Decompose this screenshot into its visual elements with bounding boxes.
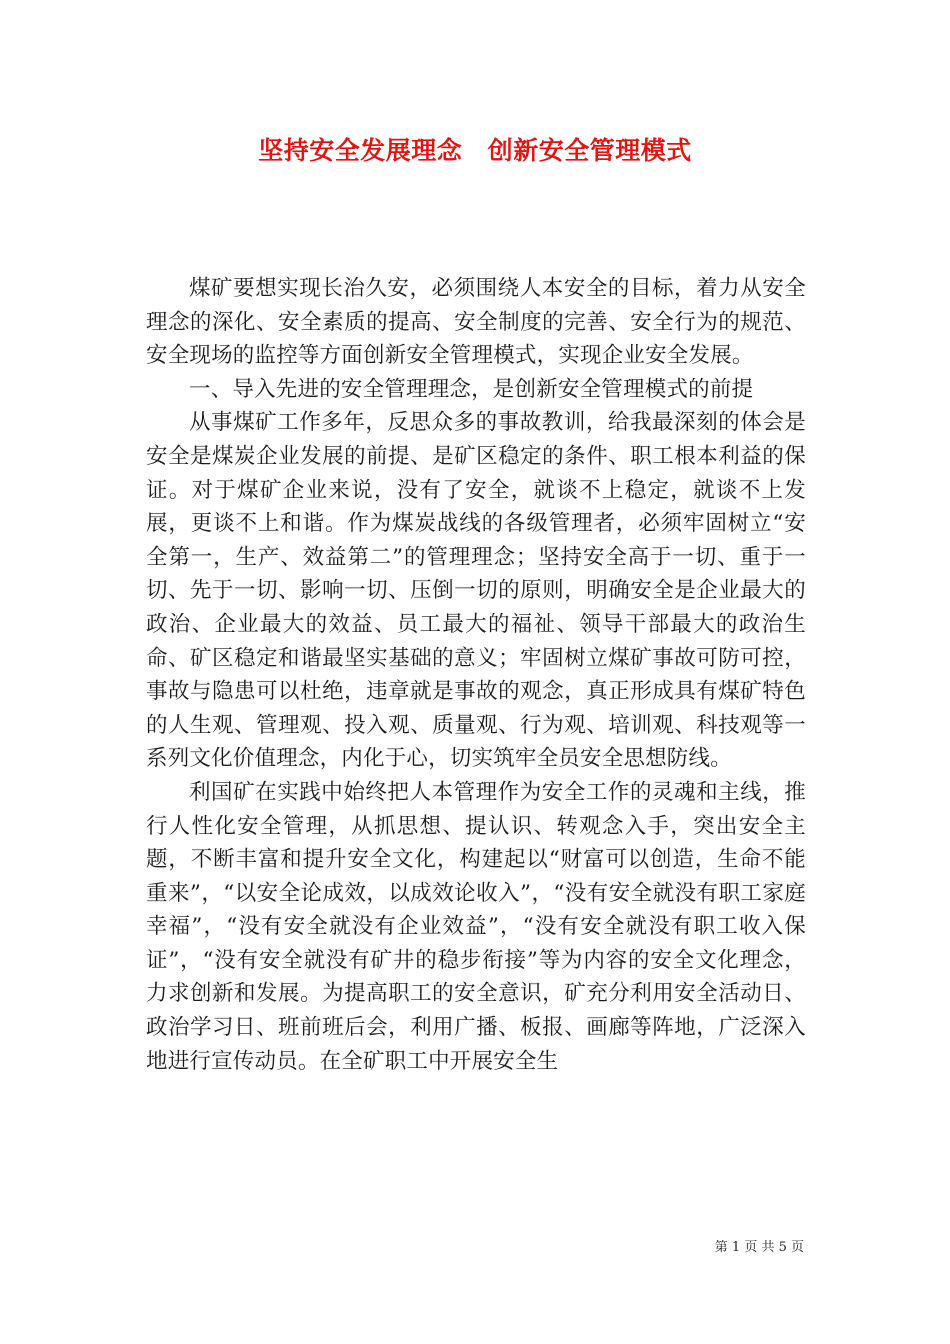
paragraph-liguo-mine: 利国矿在实践中始终把人本管理作为安全工作的灵魂和主线，推行人性化安全管理，从抓思想、提认识、转观念入手，突出安全主题，不断丰富和提升安全文化，构建起以“财富可以创造，生命不能重来”，“以安全论成效，以成效论收入”，“没有安全就没有职工家庭幸福”，“没有安全就没有企业效益”，“没有安全就没有职工收入保证”，“没有安全就没有矿井的稳步衔接”等为内容的安全文化理念，力求创新和发展。为提高职工的安全意识，矿充分利用安全活动日、政治学习日、班前班后会，利用广播、板报、画廊等阵地，广泛深入地进行宣传动员。在全矿职工中开展安全生: [146, 779, 806, 1074]
paragraph-experience: 从事煤矿工作多年，反思众多的事故教训，给我最深刻的体会是安全是煤炭企业发展的前提、是矿区稳定的条件、职工根本利益的保证。对于煤矿企业来说，没有了安全，就谈不上稳定，就谈不上发展，更谈不上和谐。作为煤炭战线的各级管理者，必须牢固树立“安全第一，生产、效益第二”的管理理念；坚持安全高于一切、重于一切、先于一切、影响一切、压倒一切的原则，明确安全是企业最大的政治、企业最大的效益、员工最大的福祉、领导干部最大的政治生命、矿区稳定和谐最坚实基础的意义；牢固树立煤矿事故可防可控，事故与隐患可以杜绝，违章就是事故的观念，真正形成具有煤矿特色的人生观、管理观、投入观、质量观、行为观、培训观、科技观等一系列文化价值理念，内化于心，切实筑牢全员安全思想防线。: [146, 410, 806, 772]
document-body: [146, 272, 806, 1078]
section-heading-1: 一、导入先进的安全管理理念，是创新安全管理模式的前提: [189, 376, 754, 402]
page-number-footer: 第 1 页 共 5 页: [714, 1240, 804, 1255]
document-title: 坚持安全发展理念 创新安全管理模式: [258, 136, 692, 165]
paragraph-intro: 煤矿要想实现长治久安，必须围绕人本安全的目标，着力从安全理念的深化、安全素质的提高、安全制度的完善、安全行为的规范、安全现场的监控等方面创新安全管理模式，实现企业安全发展。: [146, 276, 806, 369]
